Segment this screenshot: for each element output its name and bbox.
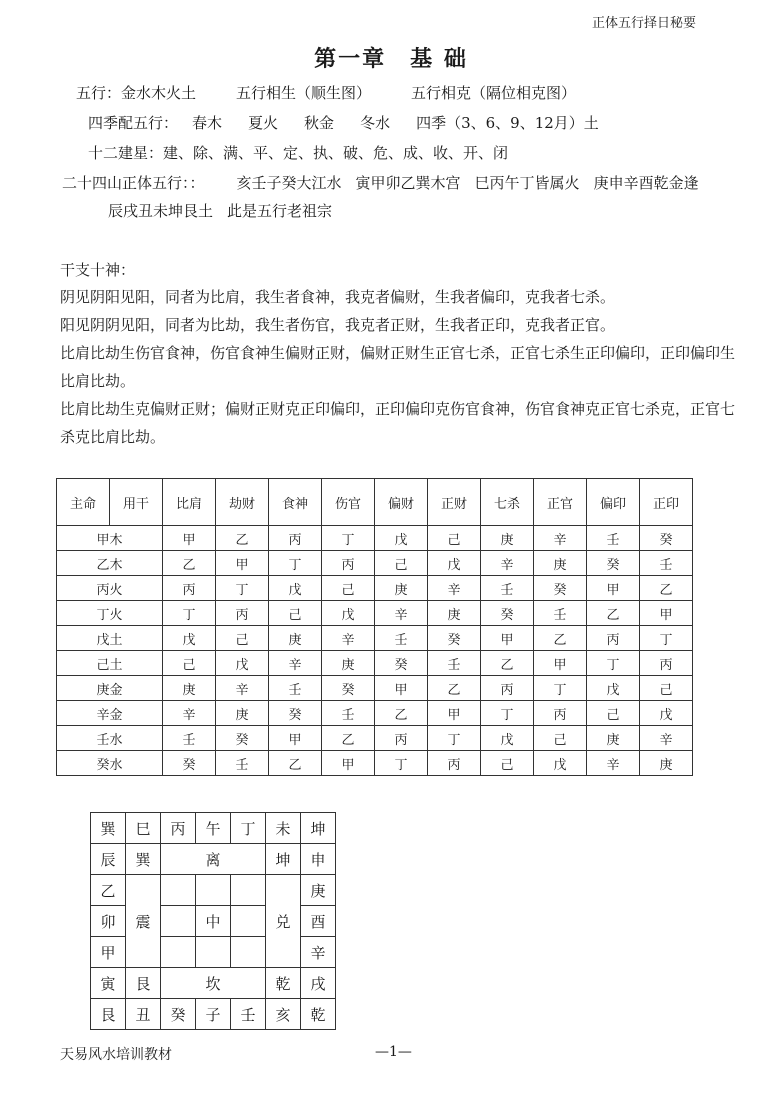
row-label-cell: 甲木 (57, 526, 163, 551)
siji-item: 春木 (192, 114, 223, 132)
table-cell: 癸 (269, 701, 322, 726)
table-cell: 丁 (428, 726, 481, 751)
table-cell: 乙 (375, 701, 428, 726)
table-cell: 庚 (428, 601, 481, 626)
grid-cell: 丑 (126, 999, 161, 1030)
table-cell: 壬 (322, 701, 375, 726)
row-label-cell: 戊土 (57, 626, 163, 651)
table-row (57, 726, 693, 751)
running-header: 正体五行择日秘要 (591, 16, 696, 31)
table-cell: 己 (428, 526, 481, 551)
grid-cell: 庚 (301, 875, 336, 906)
table-cell: 壬 (269, 676, 322, 701)
table-cell: 丁 (481, 701, 534, 726)
table-cell: 庚 (534, 551, 587, 576)
table-cell: 癸 (375, 651, 428, 676)
table-row (57, 601, 693, 626)
grid-row (91, 999, 336, 1030)
table-cell: 甲 (428, 701, 481, 726)
table-cell: 戊 (216, 651, 269, 676)
grid-cell: 申 (301, 844, 336, 875)
table-cell: 甲 (481, 626, 534, 651)
table-cell: 辛 (428, 576, 481, 601)
grid-cell: 坤 (301, 813, 336, 844)
table-cell: 辛 (481, 551, 534, 576)
ke-text: 五行相克（隔位相克图） (411, 84, 577, 102)
ganzhi-line: 比肩比劫生克偏财正财；偏财正财克正印偏印，正印偏印克伤官食神，伤官食神克正官七杀克，正官七杀克比肩比劫。 (60, 400, 736, 446)
table-cell: 丁 (534, 676, 587, 701)
table-cell: 己 (216, 626, 269, 651)
grid-cell: 丁 (231, 813, 266, 844)
table-cell: 甲 (640, 601, 693, 626)
header-cell: 偏印 (587, 479, 640, 526)
ganzhi-line: 阴见阴阳见阳，同者为比肩，我生者食神，我克者偏财，生我者偏印，克我者七杀。 (60, 288, 616, 306)
grid-cell: 乾 (266, 968, 301, 999)
siji-item: 四季（3、6、9、12月）土 (416, 114, 599, 132)
siji-label: 四季配五行： (88, 114, 179, 132)
table-cell: 辛 (375, 601, 428, 626)
chapter-title: 第一章 基 础 (314, 46, 468, 72)
table-cell: 丙 (163, 576, 216, 601)
grid-cell: 乙 (91, 875, 126, 906)
grid-cell (196, 937, 231, 968)
grid-cell: 兑 (266, 875, 301, 968)
ganzhi-heading: 干支十神： (60, 261, 136, 279)
table-cell: 辛 (163, 701, 216, 726)
table-cell: 癸 (322, 676, 375, 701)
page-number: —1— (375, 1044, 412, 1060)
table-cell: 丁 (640, 626, 693, 651)
table-cell: 丙 (640, 651, 693, 676)
table-cell: 乙 (481, 651, 534, 676)
bagua-grid (90, 812, 336, 1030)
grid-cell: 离 (161, 844, 266, 875)
header-cell: 正财 (428, 479, 481, 526)
shan-item: 此是五行老祖宗 (227, 202, 333, 220)
table-cell: 丙 (216, 601, 269, 626)
table-cell: 庚 (587, 726, 640, 751)
shan-item: 庚申辛酉乾金逢 (593, 174, 699, 192)
table-cell: 丙 (534, 701, 587, 726)
table-cell: 壬 (640, 551, 693, 576)
shan-item: 寅甲卯乙巽木宫 (355, 174, 461, 192)
table-cell: 辛 (534, 526, 587, 551)
grid-cell: 巳 (126, 813, 161, 844)
table-cell: 丁 (216, 576, 269, 601)
table-cell: 戊 (640, 701, 693, 726)
header-cell: 主命 (57, 479, 110, 526)
table-cell: 癸 (640, 526, 693, 551)
table-header-row (57, 479, 693, 526)
table-cell: 戊 (428, 551, 481, 576)
table-cell: 庚 (375, 576, 428, 601)
grid-cell: 子 (196, 999, 231, 1030)
row-label-cell: 己土 (57, 651, 163, 676)
grid-cell (161, 906, 196, 937)
header-cell: 正印 (640, 479, 693, 526)
table-cell: 乙 (269, 751, 322, 776)
table-row (57, 751, 693, 776)
header-cell: 七杀 (481, 479, 534, 526)
shan-line (62, 172, 699, 193)
grid-row (91, 844, 336, 875)
table-cell: 壬 (587, 526, 640, 551)
header-cell: 比肩 (163, 479, 216, 526)
grid-cell: 巽 (91, 813, 126, 844)
table-cell: 戊 (163, 626, 216, 651)
table-cell: 戊 (269, 576, 322, 601)
row-label-cell: 辛金 (57, 701, 163, 726)
grid-cell: 丙 (161, 813, 196, 844)
grid-cell: 乾 (301, 999, 336, 1030)
row-label-cell: 庚金 (57, 676, 163, 701)
table-cell: 丙 (587, 626, 640, 651)
table-cell: 丙 (322, 551, 375, 576)
table-cell: 丁 (322, 526, 375, 551)
table-cell: 壬 (534, 601, 587, 626)
ganzhi-line: 比肩比劫生伤官食神，伤官食神生偏财正财，偏财正财生正官七杀，正官七杀生正印偏印，正印偏印生比肩比劫。 (60, 344, 736, 390)
grid-cell: 中 (196, 906, 231, 937)
table-cell: 壬 (216, 751, 269, 776)
table-cell: 己 (640, 676, 693, 701)
grid-cell: 癸 (161, 999, 196, 1030)
table-cell: 丙 (269, 526, 322, 551)
grid-cell: 巽 (126, 844, 161, 875)
grid-cell: 未 (266, 813, 301, 844)
table-cell: 乙 (640, 576, 693, 601)
table-cell: 乙 (216, 526, 269, 551)
header-cell: 伤官 (322, 479, 375, 526)
table-cell: 壬 (481, 576, 534, 601)
siji-item: 夏火 (248, 114, 279, 132)
grid-row (91, 875, 336, 906)
siji-item: 秋金 (304, 114, 335, 132)
table-cell: 庚 (322, 651, 375, 676)
header-cell: 劫财 (216, 479, 269, 526)
grid-cell: 震 (126, 875, 161, 968)
header-cell: 用干 (110, 479, 163, 526)
grid-cell (231, 937, 266, 968)
table-cell: 戊 (534, 751, 587, 776)
table-cell: 甲 (269, 726, 322, 751)
footer-title: 天易风水培训教材 (60, 1047, 172, 1063)
table-cell: 己 (481, 751, 534, 776)
table-body (57, 526, 693, 776)
table-cell: 甲 (163, 526, 216, 551)
table-cell: 己 (163, 651, 216, 676)
siji-line (88, 112, 599, 133)
table-cell: 庚 (269, 626, 322, 651)
table-cell: 乙 (428, 676, 481, 701)
table-cell: 壬 (375, 626, 428, 651)
table-cell: 甲 (534, 651, 587, 676)
table-cell: 己 (322, 576, 375, 601)
grid-cell: 寅 (91, 968, 126, 999)
table-cell: 戊 (587, 676, 640, 701)
row-label-cell: 丙火 (57, 576, 163, 601)
table-cell: 丙 (375, 726, 428, 751)
grid-cell: 亥 (266, 999, 301, 1030)
grid-cell (231, 906, 266, 937)
table-cell: 癸 (428, 626, 481, 651)
table-cell: 庚 (216, 701, 269, 726)
table-cell: 辛 (587, 751, 640, 776)
table-cell: 乙 (534, 626, 587, 651)
table-cell: 丁 (163, 601, 216, 626)
table-cell: 辛 (269, 651, 322, 676)
table-row (57, 701, 693, 726)
table-row (57, 576, 693, 601)
table-cell: 壬 (428, 651, 481, 676)
grid-cell: 坤 (266, 844, 301, 875)
wuxing-line (76, 82, 576, 103)
shan-line-2 (108, 200, 332, 221)
sheng-text: 五行相生（顺生图） (236, 84, 372, 102)
table-cell: 庚 (163, 676, 216, 701)
grid-cell: 艮 (91, 999, 126, 1030)
table-cell: 丁 (375, 751, 428, 776)
grid-cell: 坎 (161, 968, 266, 999)
table-cell: 辛 (322, 626, 375, 651)
table-cell: 壬 (163, 726, 216, 751)
ganzhi-paragraph (60, 283, 740, 451)
table-cell: 辛 (640, 726, 693, 751)
table-cell: 癸 (587, 551, 640, 576)
table-cell: 癸 (534, 576, 587, 601)
wuxing-text: 五行：金水木火土 (76, 84, 197, 102)
table-cell: 癸 (163, 751, 216, 776)
grid-row (91, 968, 336, 999)
ganzhi-line: 阳见阴阴见阳，同者为比劫，我生者伤官，我克者正财，生我者正印，克我者正官。 (60, 316, 616, 334)
table-cell: 乙 (322, 726, 375, 751)
siji-item: 冬水 (360, 114, 391, 132)
table-row (57, 551, 693, 576)
row-label-cell: 丁火 (57, 601, 163, 626)
table-row (57, 651, 693, 676)
grid-row (91, 813, 336, 844)
table-row (57, 526, 693, 551)
grid-cell: 酉 (301, 906, 336, 937)
table-cell: 庚 (481, 526, 534, 551)
grid-cell: 壬 (231, 999, 266, 1030)
grid-cell (161, 937, 196, 968)
table-cell: 戊 (322, 601, 375, 626)
grid-cell: 辰 (91, 844, 126, 875)
table-cell: 庚 (640, 751, 693, 776)
table-cell: 丙 (428, 751, 481, 776)
shan-label: 二十四山正体五行：： (62, 174, 205, 192)
grid-cell: 艮 (126, 968, 161, 999)
grid-cell (196, 875, 231, 906)
table-cell: 丁 (587, 651, 640, 676)
grid-cell: 午 (196, 813, 231, 844)
shan-item: 巳丙午丁皆属火 (474, 174, 580, 192)
row-label-cell: 癸水 (57, 751, 163, 776)
table-cell: 戊 (375, 526, 428, 551)
table-cell: 辛 (216, 676, 269, 701)
table-cell: 乙 (163, 551, 216, 576)
table-cell: 癸 (481, 601, 534, 626)
table-cell: 乙 (587, 601, 640, 626)
jianxing-line: 十二建星：建、除、满、平、定、执、破、危、成、收、开、闭 (88, 144, 509, 162)
table-cell: 己 (534, 726, 587, 751)
table-row (57, 626, 693, 651)
grid-cell: 辛 (301, 937, 336, 968)
table-cell: 甲 (322, 751, 375, 776)
ten-gods-table (56, 478, 693, 776)
header-cell: 食神 (269, 479, 322, 526)
table-cell: 己 (269, 601, 322, 626)
table-cell: 己 (587, 701, 640, 726)
header-cell: 偏财 (375, 479, 428, 526)
table-cell: 甲 (216, 551, 269, 576)
grid-cell: 甲 (91, 937, 126, 968)
table-row (57, 676, 693, 701)
grid-cell (231, 875, 266, 906)
grid-cell: 戌 (301, 968, 336, 999)
shan-item: 辰戌丑未坤艮土 (108, 202, 214, 220)
row-label-cell: 壬水 (57, 726, 163, 751)
table-cell: 癸 (216, 726, 269, 751)
table-cell: 丁 (269, 551, 322, 576)
table-cell: 甲 (587, 576, 640, 601)
grid-cell (161, 875, 196, 906)
header-cell: 正官 (534, 479, 587, 526)
table-cell: 己 (375, 551, 428, 576)
grid-cell: 卯 (91, 906, 126, 937)
shan-item: 亥壬子癸大江水 (236, 174, 342, 192)
table-cell: 戊 (481, 726, 534, 751)
table-cell: 丙 (481, 676, 534, 701)
table-cell: 甲 (375, 676, 428, 701)
row-label-cell: 乙木 (57, 551, 163, 576)
